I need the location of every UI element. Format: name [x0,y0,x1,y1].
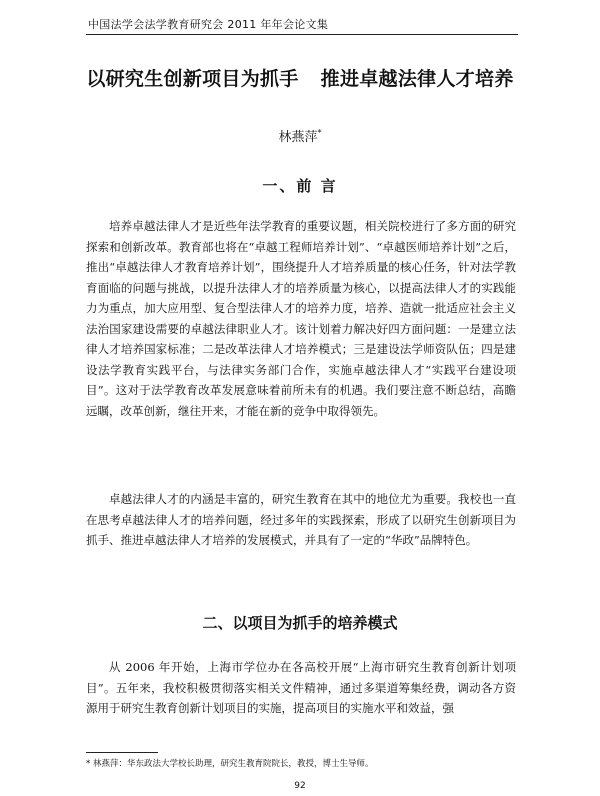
body-paragraph: 从 2006 年开始，上海市学位办在各高校开展“上海市研究生教育创新计划项目”。五年来，我校积极贯彻落实相关文件精神，通过多渠道筹集经费，调动各方资源用于研究生教育创新计划项目的实施，提高项目的实施水平和效益，强 [86,660,516,715]
title-part-1: 以研究生创新项目为抓手 [86,68,299,90]
author-line [0,126,600,145]
running-header: 中国法学会法学教育研究会 2011 年年会论文集 [88,18,329,31]
section-heading-preface: 一、前 言 [262,177,338,195]
footnote-rule [86,752,158,753]
paper-title [0,64,600,91]
author-footnote-mark: * [317,128,322,138]
body-paragraph: 卓越法律人才的内涵是丰富的，研究生教育在其中的地位尤为重要。我校也一直在思考卓越法律人才的培养问题，经过多年的实践探索，形成了以研究生创新项目为抓手、推进卓越法律人才培养的发展模式，并具有了一定的“华政”品牌特色。 [86,492,516,547]
page-number: 92 [294,781,306,791]
body-paragraph: 培养卓越法律人才是近些年法学教育的重要议题，相关院校进行了多方面的研究探索和创新改革。教育部也将在“卓越工程师培养计划”、“卓越医师培养计划”之后，推出“卓越法律人才教育培养计划”，围绕提升人才培养质量的核心任务，针对法学教育面临的问题与挑战，以提升法律人才的培养质量为核心，以提高法律人才的实践能力为重点，加大应用型、复合型法律人才的培养力度，培养、造就一批适应社会主义法治国家建设需要的卓越法律职业人才。该计划着力解决好四方面问题：一是建立法律人才培养国家标准；二是改革法律人才培养模式；三是建设法学师资队伍；四是建设法学教育实践平台，与法律实务部门合作，实施卓越法律人才“实践平台建设项目”。这对于法学教育改革发展意味着前所未有的机遇。我们要注意不断总结，高瞻远瞩，改革创新，继往开来，才能在新的竞争中取得领先。 [86,219,516,418]
title-part-2: 推进卓越法律人才培养 [320,68,514,90]
section-heading-training-model: 二、以项目为抓手的培养模式 [202,614,398,632]
header-rule [86,34,518,35]
author-name: 林燕萍 [278,130,318,145]
footnote: * 林燕萍：华东政法大学校长助理，研究生教育院院长，教授，博士生导师。 [86,759,374,769]
